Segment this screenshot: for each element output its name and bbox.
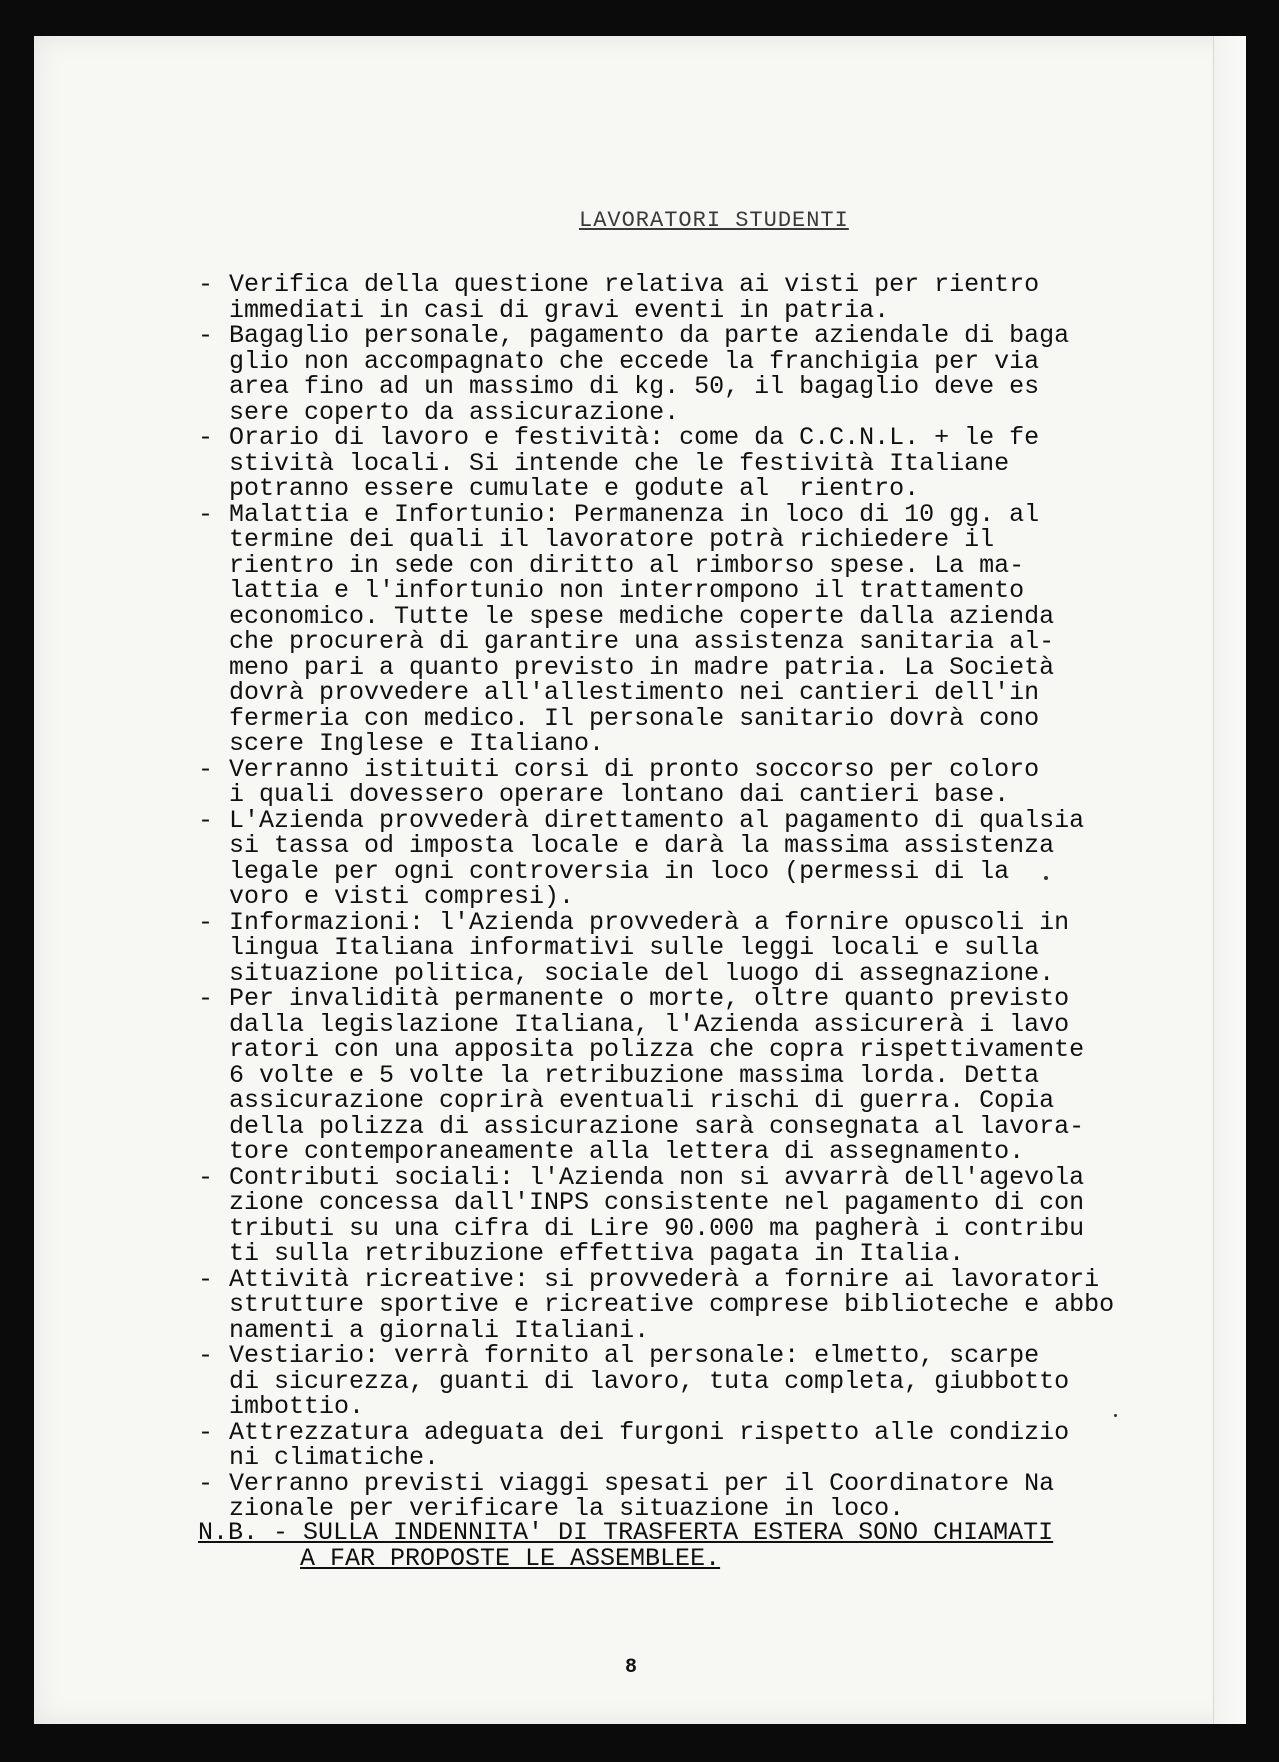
list-item [198, 272, 1133, 323]
text-line: voro e visti compresi). [229, 882, 575, 911]
bullet-dash: - [198, 984, 214, 1013]
text-line: i quali dovessero operare lontano dai cantieri base. [229, 780, 1010, 809]
text-line: L'Azienda provvederà direttamento al pagamento di qualsia [229, 805, 1085, 835]
text-line: glio non accompagnato che eccede la franchigia per via [229, 346, 1040, 376]
list-item [198, 754, 1133, 809]
list-item [198, 1162, 1133, 1268]
list-item [198, 499, 1133, 758]
note-block [198, 1520, 1133, 1571]
paper-speck [1114, 1414, 1117, 1417]
text-line: assicurazione coprirà eventuali rischi di guerra. Copia [229, 1086, 1055, 1115]
bullet-dash: - [198, 754, 214, 784]
text-line: situazione politica, sociale del luogo di assegnazione. [229, 958, 1055, 988]
text-line: ni climatiche. [229, 1443, 440, 1472]
text-line: Attrezzatura adeguata dei furgoni rispetto alle condizio [229, 1417, 1070, 1447]
text-line: sere coperto da assicurazione. [229, 397, 680, 427]
text-line: legale per ogni controversia in loco (permessi di la [229, 856, 1010, 886]
bullet-dash: - [198, 1468, 214, 1498]
text-line: dovrà provvedere all'allestimento nei cantieri dell'in [229, 678, 1040, 707]
text-line: di sicurezza, guanti di lavoro, tuta completa, giubbotto [229, 1366, 1070, 1396]
page-content [34, 36, 1246, 1724]
bullet-dash: - [198, 321, 214, 350]
text-line: lattia e l'infortunio non interrompono il trattamento [229, 576, 1025, 605]
document-page [34, 36, 1246, 1724]
text-line: scere Inglese e Italiano. [229, 729, 605, 758]
text-line: Verranno previsti viaggi spesati per il Coordinatore Na [229, 1468, 1055, 1498]
text-line: Bagaglio personale, pagamento da parte aziendale di baga [229, 321, 1070, 350]
bullet-dash: - [198, 499, 214, 529]
text-line: Verranno istituiti corsi di pronto soccorso per coloro [229, 754, 1040, 784]
bullet-dash: - [198, 1341, 214, 1370]
text-line: Informazioni: l'Azienda provvederà a fornire opuscoli in [229, 907, 1070, 937]
bullet-dash: - [198, 423, 214, 452]
bullet-dash: - [198, 1264, 214, 1294]
text-line: zione concessa dall'INPS consistente nel pagamento di con [229, 1188, 1085, 1217]
text-line: economico. Tutte le spese mediche coperte dalla azienda [229, 601, 1055, 631]
text-line: della polizza di assicurazione sarà consegnata al lavora- [229, 1111, 1085, 1141]
list-item [198, 323, 1133, 425]
text-line: termine dei quali il lavoratore potrà richiedere il [229, 525, 995, 554]
text-line: Contributi sociali: l'Azienda non si avvarrà dell'agevola [229, 1162, 1085, 1192]
text-line: Verifica della questione relativa ai visti per rientro [229, 270, 1040, 299]
list-item [198, 1264, 1133, 1345]
text-line: si tassa od imposta locale e darà la massima assistenza [229, 831, 1055, 860]
text-line: Malattia e Infortunio: Permanenza in loco di 10 gg. al [229, 499, 1040, 529]
text-line: strutture sportive e ricreative comprese biblioteche e abbo [229, 1290, 1115, 1319]
note-line-1: N.B. - SULLA INDENNITA' DI TRASFERTA ESTERA SONO CHIAMATI [198, 1518, 1054, 1547]
text-line: rientro in sede con diritto al rimborso spese. La ma- [229, 550, 1025, 580]
text-line: fermeria con medico. Il personale sanitario dovrà cono [229, 703, 1040, 733]
text-line: potranno essere cumulate e godute al rientro. [229, 474, 920, 503]
text-line: ratori con una apposita polizza che copra rispettivamente [229, 1035, 1085, 1064]
text-line: lingua Italiana informativi sulle leggi locali e sulla [229, 933, 1040, 962]
text-line: Attività ricreative: si provvederà a fornire ai lavoratori [229, 1264, 1100, 1294]
text-line: namenti a giornali Italiani. [229, 1315, 650, 1345]
list-item [198, 907, 1133, 988]
text-line: imbottio. [229, 1392, 365, 1421]
text-line: Per invalidità permanente o morte, oltre quanto previsto [229, 984, 1070, 1013]
paper-speck [1044, 876, 1048, 880]
text-line: area fino ad un massimo di kg. 50, il bagaglio deve es [229, 372, 1040, 401]
text-line: tributi su una cifra di Lire 90.000 ma pagherà i contribu [229, 1213, 1085, 1243]
list-item [198, 1417, 1133, 1472]
bullet-dash: - [198, 907, 214, 937]
list-item [198, 425, 1133, 502]
list-item [198, 1468, 1133, 1523]
note-line-2: A FAR PROPOSTE LE ASSEMBLEE. [300, 1543, 721, 1573]
text-line: 6 volte e 5 volte la retribuzione massima lorda. Detta [229, 1060, 1040, 1090]
text-line: Vestiario: verrà fornito al personale: elmetto, scarpe [229, 1341, 1040, 1370]
text-line: stività locali. Si intende che le festività Italiane [229, 448, 1010, 478]
header-title-text: LAVORATORI STUDENTI [579, 208, 849, 233]
bullet-dash: - [198, 270, 214, 299]
page-number: 8 [625, 1656, 638, 1679]
item-list [198, 272, 1133, 1522]
list-item [198, 805, 1133, 911]
bullet-dash: - [198, 1417, 214, 1447]
text-line: zionale per verificare la situazione in loco. [229, 1494, 905, 1523]
bullet-dash: - [198, 1162, 214, 1192]
text-line: che procurerà di garantire una assistenza sanitaria al- [229, 627, 1055, 656]
bullet-dash: - [198, 805, 214, 835]
text-line: dalla legislazione Italiana, l'Azienda assicurerà i lavo [229, 1009, 1070, 1039]
text-line: immediati in casi di gravi eventi in patria. [229, 295, 890, 325]
list-item [198, 1343, 1133, 1420]
text-line: tore contemporaneamente alla lettera di assegnamento. [229, 1137, 1025, 1166]
list-item [198, 986, 1133, 1165]
text-line: ti sulla retribuzione effettiva pagata in Italia. [229, 1239, 965, 1268]
text-line: meno pari a quanto previsto in madre patria. La Società [229, 652, 1055, 682]
text-line: Orario di lavoro e festività: come da C.C.N.L. + le fe [229, 423, 1040, 452]
